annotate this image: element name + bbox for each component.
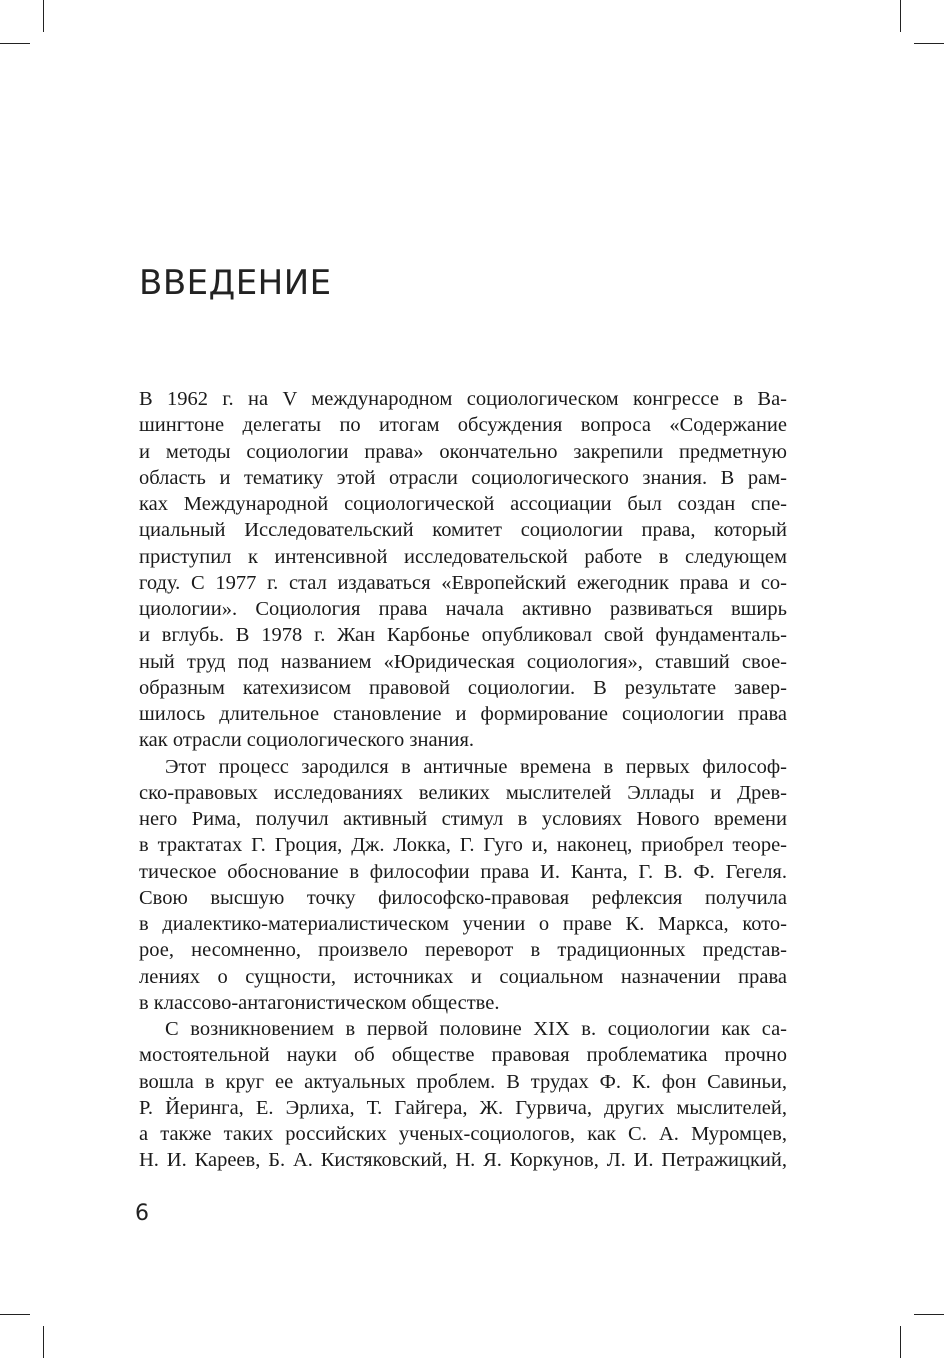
text-line: ско-правовых исследованиях великих мыслителей Эллады и Древ- [139, 781, 787, 804]
text-line: шилось длительное становление и формирование социологии права [139, 703, 787, 725]
text-line: году. С 1977 г. стал издаваться «Европейский ежегодник права и со- [139, 571, 787, 594]
crop-mark-top-right [900, 0, 901, 32]
body-text [139, 386, 787, 1174]
text-line: него Рима, получил активный стимул в условиях Нового времени [139, 808, 787, 830]
text-line: вошла в круг ее актуальных проблем. В трудах Ф. К. фон Савиньи, [139, 1070, 787, 1093]
text-line: шингтоне делегаты по итогам обсуждения вопроса «Содержание [139, 414, 787, 437]
chapter-heading: ВВЕДЕНИЕ [139, 263, 332, 303]
text-line: Н. И. Кареев, Б. А. Кистяковский, Н. Я. Коркунов, Л. И. Петражицкий, [139, 1149, 787, 1172]
crop-mark-bottom-right-h [914, 1314, 944, 1315]
text-line: образным катехизисом правовой социологии. В результате завер- [139, 676, 787, 699]
text-line: С возникновением в первой половине XIX в. социологии как са- [165, 1018, 787, 1040]
crop-mark-top-right-h [914, 43, 944, 44]
crop-mark-top-left-h [0, 43, 30, 44]
text-line: тическое обоснование в философии права И. Канта, Г. В. Ф. Гегеля. [139, 860, 787, 883]
text-line: рое, несомненно, произвело переворот в традиционных представ- [139, 939, 787, 962]
crop-mark-bottom-left-h [0, 1314, 30, 1315]
text-line: Свою высшую точку философско-правовая рефлексия получила [139, 886, 787, 909]
text-line: циальный Исследовательский комитет социологии права, который [139, 519, 787, 542]
crop-mark-bottom-left [43, 1326, 44, 1358]
crop-mark-bottom-right [900, 1326, 901, 1358]
text-line: циологии». Социология права начала активно развиваться вширь [139, 598, 787, 620]
text-line: в классово-антагонистическом обществе. [139, 991, 500, 1014]
text-line: а также таких российских ученых-социологов, как С. А. Муромцев, [139, 1123, 787, 1145]
text-line: мостоятельной науки об обществе правовая проблематика прочно [139, 1044, 787, 1067]
text-line: в трактатах Г. Гроция, Дж. Локка, Г. Гуго и, наконец, приобрел теоре- [139, 834, 787, 857]
text-line: приступил к интенсивной исследовательской работе в следующем [139, 545, 787, 568]
text-line: в диалектико-материалистическом учении о праве К. Маркса, кото- [139, 913, 787, 935]
text-line: В 1962 г. на V международном социологическом конгрессе в Ва- [139, 388, 787, 410]
text-line: область и тематику этой отрасли социологического знания. В рам- [139, 466, 787, 489]
page-number: 6 [135, 1201, 149, 1226]
crop-mark-top-left [43, 0, 44, 32]
text-line: и вглубь. В 1978 г. Жан Карбонье опубликовал свой фундаменталь- [139, 624, 787, 647]
text-line: лениях о сущности, источниках и социальном назначении права [139, 965, 787, 988]
text-line: и методы социологии права» окончательно закрепили предметную [139, 440, 787, 463]
text-line: Этот процесс зародился в античные времена в первых философ- [165, 755, 787, 778]
text-line: ный труд под названием «Юридическая социология», ставший свое- [139, 650, 787, 673]
text-line: ках Международной социологической ассоциации был создан спе- [139, 493, 787, 515]
text-line: как отрасли социологического знания. [139, 729, 475, 752]
text-line: Р. Йеринга, Е. Эрлиха, Т. Гайгера, Ж. Гурвича, других мыслителей, [139, 1096, 787, 1119]
